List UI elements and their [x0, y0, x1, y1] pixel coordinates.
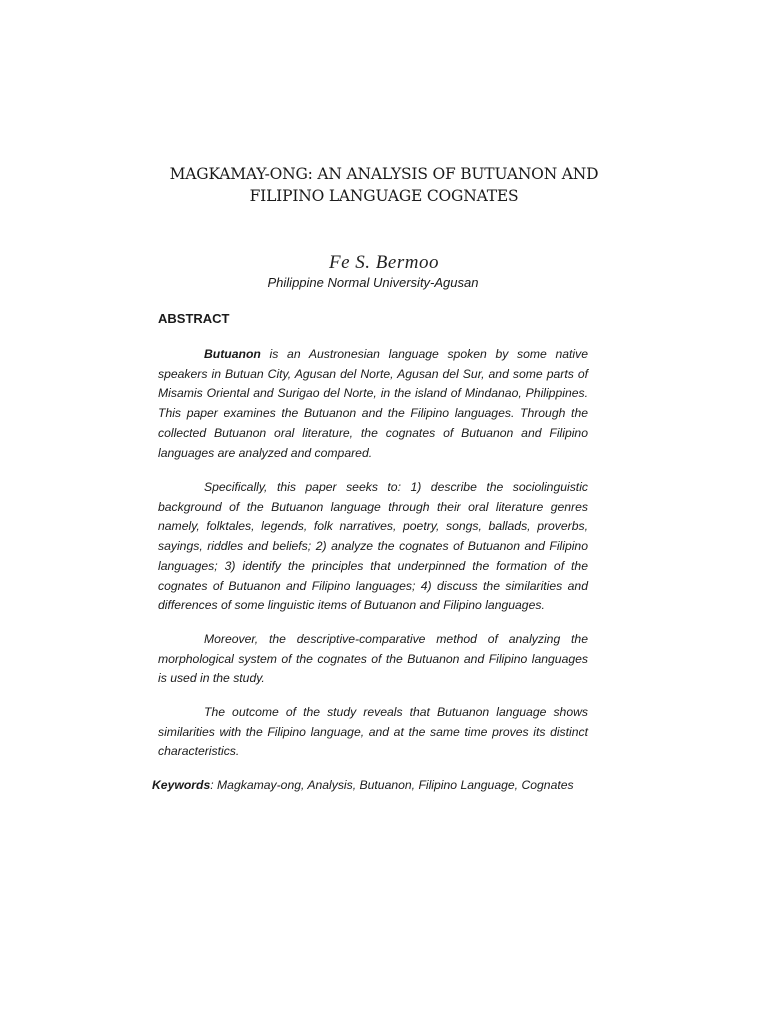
paragraph-body: Moreover, the descriptive-comparative method of analyzing the morphological system of the cognates of the Butuanon and Filipino languages is used in the study.: [158, 632, 588, 686]
abstract-paragraph-1: [158, 345, 588, 463]
abstract-paragraph-3: [158, 630, 588, 689]
paragraph-body: is an Austronesian language spoken by some native speakers in Butuan City, Agusan del Norte, Agusan del Sur, and some parts of Misamis Oriental and Surigao del Norte, in the island of Mindanao, Philippines. This paper examines the Butuanon and the Filipino languages. Through the collected Butuanon oral literature, the cognates of Butuanon and Filipino languages are analyzed and compared.: [158, 347, 588, 460]
abstract-paragraph-4: [158, 703, 588, 762]
title-line-2: FILIPINO LANGUAGE COGNATES: [249, 187, 519, 205]
paragraph-lead-term: Butuanon: [204, 347, 261, 361]
paper-title: [100, 163, 668, 207]
author-name: Fe S. Bermoo: [329, 252, 439, 273]
paragraph-body: Specifically, this paper seeks to: 1) describe the sociolinguistic background of the Butuanon language through their oral literature genres namely, folktales, legends, folk narratives, poetry, songs, ballads, proverbs, sayings, riddles and beliefs; 2) analyze the cognates of Butuanon and Filipino languages; 3) identify the principles that underpinned the formation of the cognates of Butuanon and Filipino languages; 4) discuss the similarities and differences of some linguistic items of Butuanon and Filipino languages.: [158, 480, 588, 613]
abstract-paragraph-2: [158, 478, 588, 616]
author-affiliation: Philippine Normal University-Agusan: [267, 275, 479, 290]
abstract-heading: ABSTRACT: [158, 311, 230, 326]
keywords-label: Keywords: [152, 778, 211, 792]
paragraph-body: The outcome of the study reveals that Butuanon language shows similarities with the Filipino language, and at the same time proves its distinct characteristics.: [158, 705, 588, 759]
keywords-list: : Magkamay-ong, Analysis, Butuanon, Filipino Language, Cognates: [210, 778, 574, 792]
keywords-line: [152, 776, 612, 795]
title-line-1: MAGKAMAY-ONG: AN ANALYSIS OF BUTUANON AND: [169, 165, 599, 183]
